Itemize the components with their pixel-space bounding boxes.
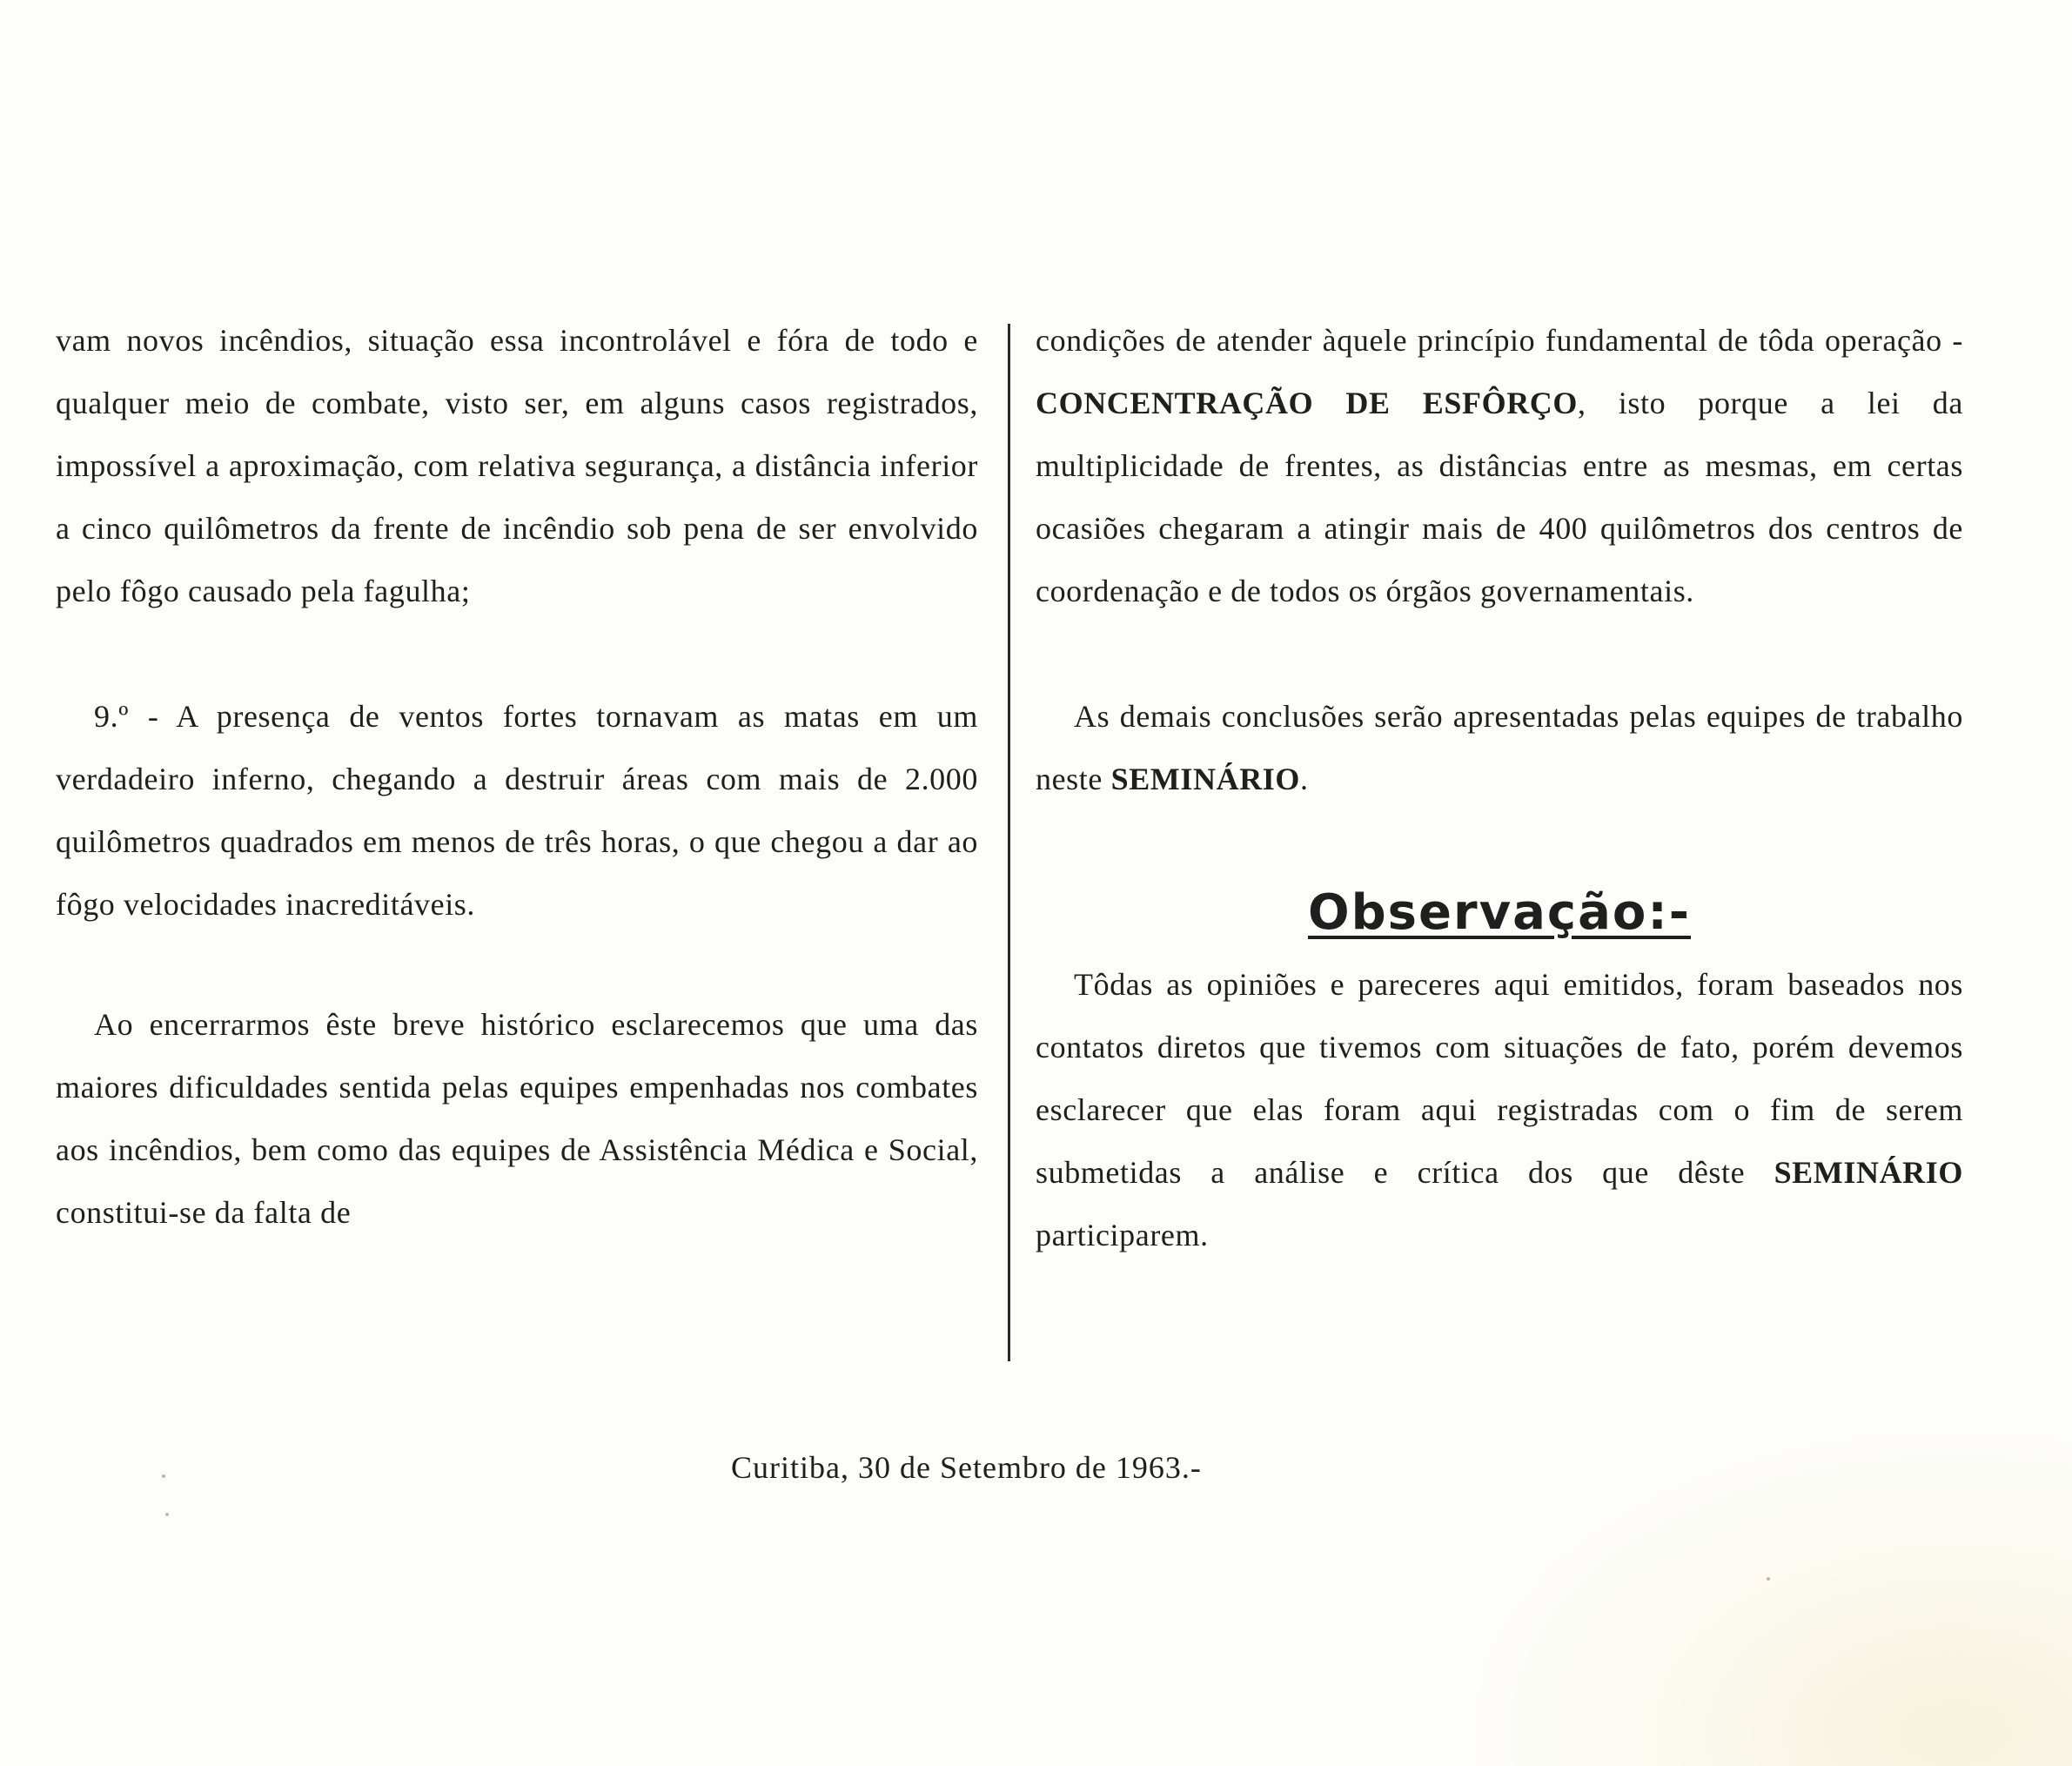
left-paragraph-difficulties: Ao encerrarmos êste breve histórico esclarecemos que uma das maiores dificuldades sentida pelas equipes empenhadas nos combates aos incêndios, bem como das equipes de Assistência Médica e Social, constitui-se da falta de [56,1007,978,1230]
place-date-line: Curitiba, 30 de Setembro de 1963.- [731,1450,1202,1485]
observation-seminar-term: SEMINÁRIO [1774,1155,1963,1190]
observation-text: Tôdas as opiniões e pareceres aqui emitidos, foram baseados nos contatos diretos que tivemos com situações de fato, porém devemos esclarecer que elas foram aqui registradas com o fim de serem submetidas a análise e crítica dos que dêste [1036,967,1963,1190]
right-paragraph-concentration [1036,309,1963,622]
right-paragraph-conclusions [1036,685,1963,810]
observation-text-end: participarem. [1036,1218,1209,1252]
paper-speck [162,1474,165,1478]
right-column [1036,309,1963,1266]
paper-stain [1479,1436,2072,1766]
right-paragraph-observation [1036,953,1963,1266]
conclusions-text: As demais conclusões serão apresentadas pelas equipes de trabalho neste [1036,699,1963,796]
concentration-text-start: condições de atender àquele princípio fundamental de tôda operação - [1036,323,1963,358]
concentration-text-end: , isto porque a lei da multiplicidade de frentes, as distâncias entre as mesmas, em certas ocasiões chegaram a atingir mais de 400 quilômetros dos centros de coordenação e de todos os órgãos governamentais. [1036,386,1963,608]
concentration-bold-term: CONCENTRAÇÃO DE ESFÔRÇO [1036,386,1578,420]
left-paragraph-fires: vam novos incêndios, situação essa incontrolável e fóra de todo e qualquer meio de combate, visto ser, em alguns casos registrados, impossível a aproximação, com relativa segurança, a distância inferior a cinco quilômetros da frente de incêndio sob pena de ser envolvido pelo fôgo causado pela fagulha; [56,323,978,608]
column-divider [1008,324,1010,1361]
left-column [56,309,978,1244]
paper-speck [165,1513,169,1516]
conclusions-period: . [1300,762,1309,796]
left-paragraph-winds: 9.º - A presença de ventos fortes tornavam as matas em um verdadeiro inferno, chegando a destruir áreas com mais de 2.000 quilômetros quadrados em menos de três horas, o que chegou a dar ao fôgo velocidades inacreditáveis. [56,699,978,922]
observation-heading: Observação:- [1307,884,1691,941]
conclusions-seminar-term: SEMINÁRIO [1110,762,1301,796]
paper-speck [1767,1577,1770,1581]
